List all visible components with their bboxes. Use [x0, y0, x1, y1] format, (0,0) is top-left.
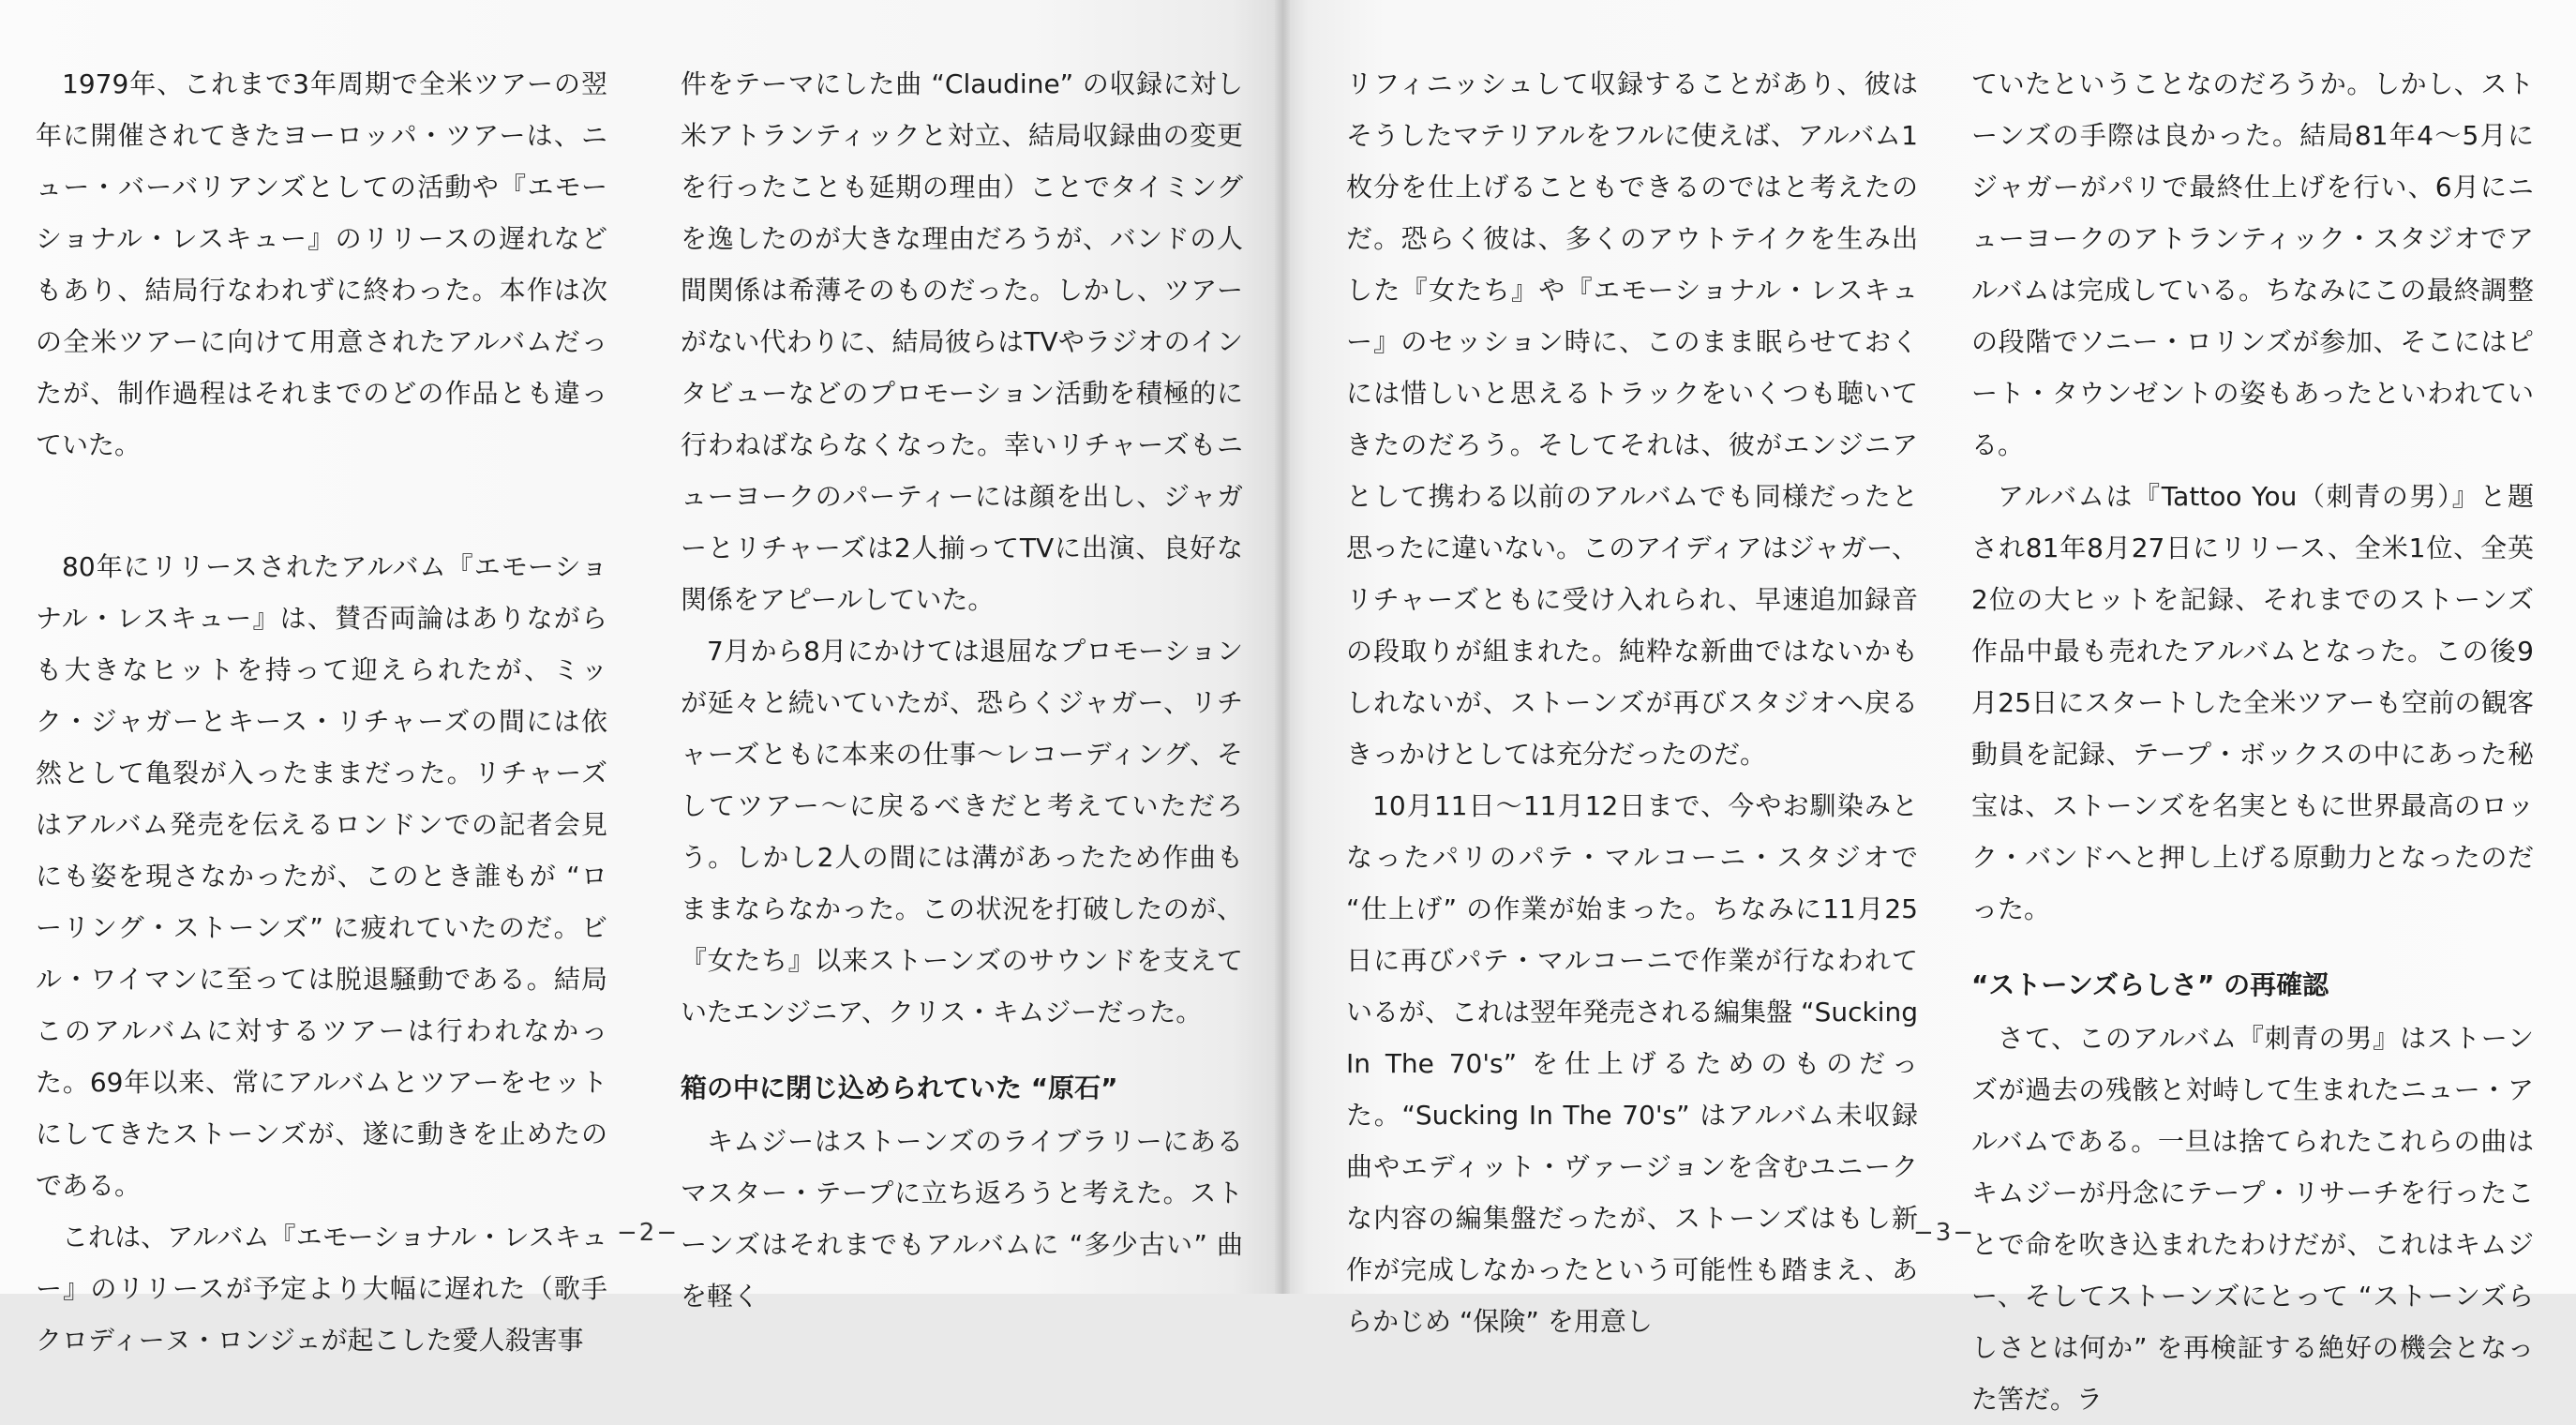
left-page-column-1	[36, 58, 607, 1366]
left-page	[0, 0, 1282, 1356]
paragraph: 1979年、これまで3年周期で全米ツアーの翌年に開催されてきたヨーロッパ・ツアーは、ニュー・バーバリアンズとしての活動や『エモーショナル・レスキュー』のリリースの遅れなどもあり、結局行なわれずに終わった。本作は次の全米ツアーに向けて用意されたアルバムだったが、制作過程はそれまでのどの作品とも違っていた。	[36, 68, 607, 460]
paragraph: さて、このアルバム『刺青の男』はストーンズが過去の残骸と対峙して生まれたニュー・アルバムである。一旦は捨てられたこれらの曲はキムジーが丹念にテープ・リサーチを行ったことで命を吹き込まれたわけだが、これはキムジー、そしてストーンズにとって “ストーンズらしさとは何か” を再検証する絶好の機会となった筈だ。ラ	[1971, 1023, 2534, 1415]
binding-gutter	[1275, 0, 1290, 1294]
right-page	[1282, 0, 2576, 1415]
section-heading: “ストーンズらしさ” の再確認	[1971, 969, 2329, 1000]
paragraph: アルバムは『Tattoo You（刺青の男）』と題され81年8月27日にリリース、全米1位、全英2位の大ヒットを記録、それまでのストーンズ作品中最も売れたアルバムとなった。この後9月25日にスタートした全米ツアーも空前の観客動員を記録、テープ・ボックスの中にあった秘宝は、ストーンズを名実ともに世界最高のロック・バンドへと押し上げる原動力となったのだった。	[1971, 481, 2534, 924]
paragraph: キムジーはストーンズのライブラリーにあるマスター・テープに立ち返ろうと考えた。ストーンズはそれまでもアルバムに “多少古い” 曲を軽く	[681, 1126, 1243, 1312]
right-page-column-1	[1346, 58, 1918, 1347]
paragraph: 件をテーマにした曲 “Claudine” の収録に対し米アトランティックと対立、結局収録曲の変更を行ったことも延期の理由）ことでタイミングを逸したのが大きな理由だろうが、バンドの人間関係は希薄そのものだった。しかし、ツアーがない代わりに、結局彼らはTVやラジオのインタビューなどのプロモーション活動を積極的に行わねばならなくなった。幸いリチャーズもニューヨークのパーティーには顔を出し、ジャガーとリチャーズは2人揃ってTVに出演、良好な関係をアピールしていた。	[681, 68, 1243, 615]
paragraph: 10月11日〜11月12日まで、今やお馴染みとなったパリのパテ・マルコーニ・スタジオで “仕上げ” の作業が始まった。ちなみに11月25日に再びパテ・マルコーニで作業が行なわれているが、これは翌年発売される編集盤 “Sucking In The 70's” を仕上げるためのものだった。“Sucking In The 70's” はアルバム未収録曲やエディット・ヴァージョンを含むユニークな内容の編集盤だったが、ストーンズはもし新作が完成しなかったという可能性も踏まえ、あらかじめ “保険” を用意し	[1346, 790, 1918, 1337]
page-number: −2−	[617, 1219, 680, 1247]
paragraph: これは、アルバム『エモーショナル・レスキュー』のリリースが予定より大幅に遅れた（歌手クロディーヌ・ロンジェが起こした愛人殺害事	[36, 1222, 607, 1356]
page-number: −3−	[1913, 1219, 1976, 1247]
right-page-column-2	[1971, 58, 2534, 1425]
section-heading: 箱の中に閉じ込められていた “原石”	[681, 1072, 1118, 1103]
paragraph: ていたということなのだろうか。しかし、ストーンズの手際は良かった。結局81年4〜5月にジャガーがパリで最終仕上げを行い、6月にニューヨークのアトランティック・スタジオでアルバムは完成している。ちなみにこの最終調整の段階でソニー・ロリンズが参加、そこにはピート・タウンゼントの姿もあったといわれている。	[1971, 68, 2534, 460]
paragraph-spacer	[36, 471, 607, 541]
paragraph: リフィニッシュして収録することがあり、彼はそうしたマテリアルをフルに使えば、アルバム1枚分を仕上げることもできるのではと考えたのだ。恐らく彼は、多くのアウトテイクを生み出した『女たち』や『エモーショナル・レスキュー』のセッション時に、このまま眠らせておくには惜しいと思えるトラックをいくつも聴いてきたのだろう。そしてそれは、彼がエンジニアとして携わる以前のアルバムでも同様だったと思ったに違いない。このアイディアはジャガー、リチャーズともに受け入れられ、早速追加録音の段取りが組まれた。純粋な新曲ではないかもしれないが、ストーンズが再びスタジオへ戻るきっかけとしては充分だったのだ。	[1346, 68, 1918, 770]
left-page-column-2	[681, 58, 1243, 1322]
paragraph: 7月から8月にかけては退屈なプロモーションが延々と続いていたが、恐らくジャガー、リチャーズともに本来の仕事〜レコーディング、そしてツアー〜に戻るべきだと考えていただろう。しかし2人の間には溝があったため作曲もままならなかった。この状況を打破したのが、『女たち』以来ストーンズのサウンドを支えていたエンジニア、クリス・キムジーだった。	[681, 636, 1243, 1028]
paragraph: 80年にリリースされたアルバム『エモーショナル・レスキュー』は、賛否両論はありながらも大きなヒットを持って迎えられたが、ミック・ジャガーとキース・リチャーズの間には依然として亀裂が入ったままだった。リチャーズはアルバム発売を伝えるロンドンでの記者会見にも姿を現さなかったが、このとき誰もが “ローリング・ストーンズ” に疲れていたのだ。ビル・ワイマンに至っては脱退騒動である。結局このアルバムに対するツアーは行われなかった。69年以来、常にアルバムとツアーをセットにしてきたストーンズが、遂に動きを止めたのである。	[36, 551, 607, 1201]
